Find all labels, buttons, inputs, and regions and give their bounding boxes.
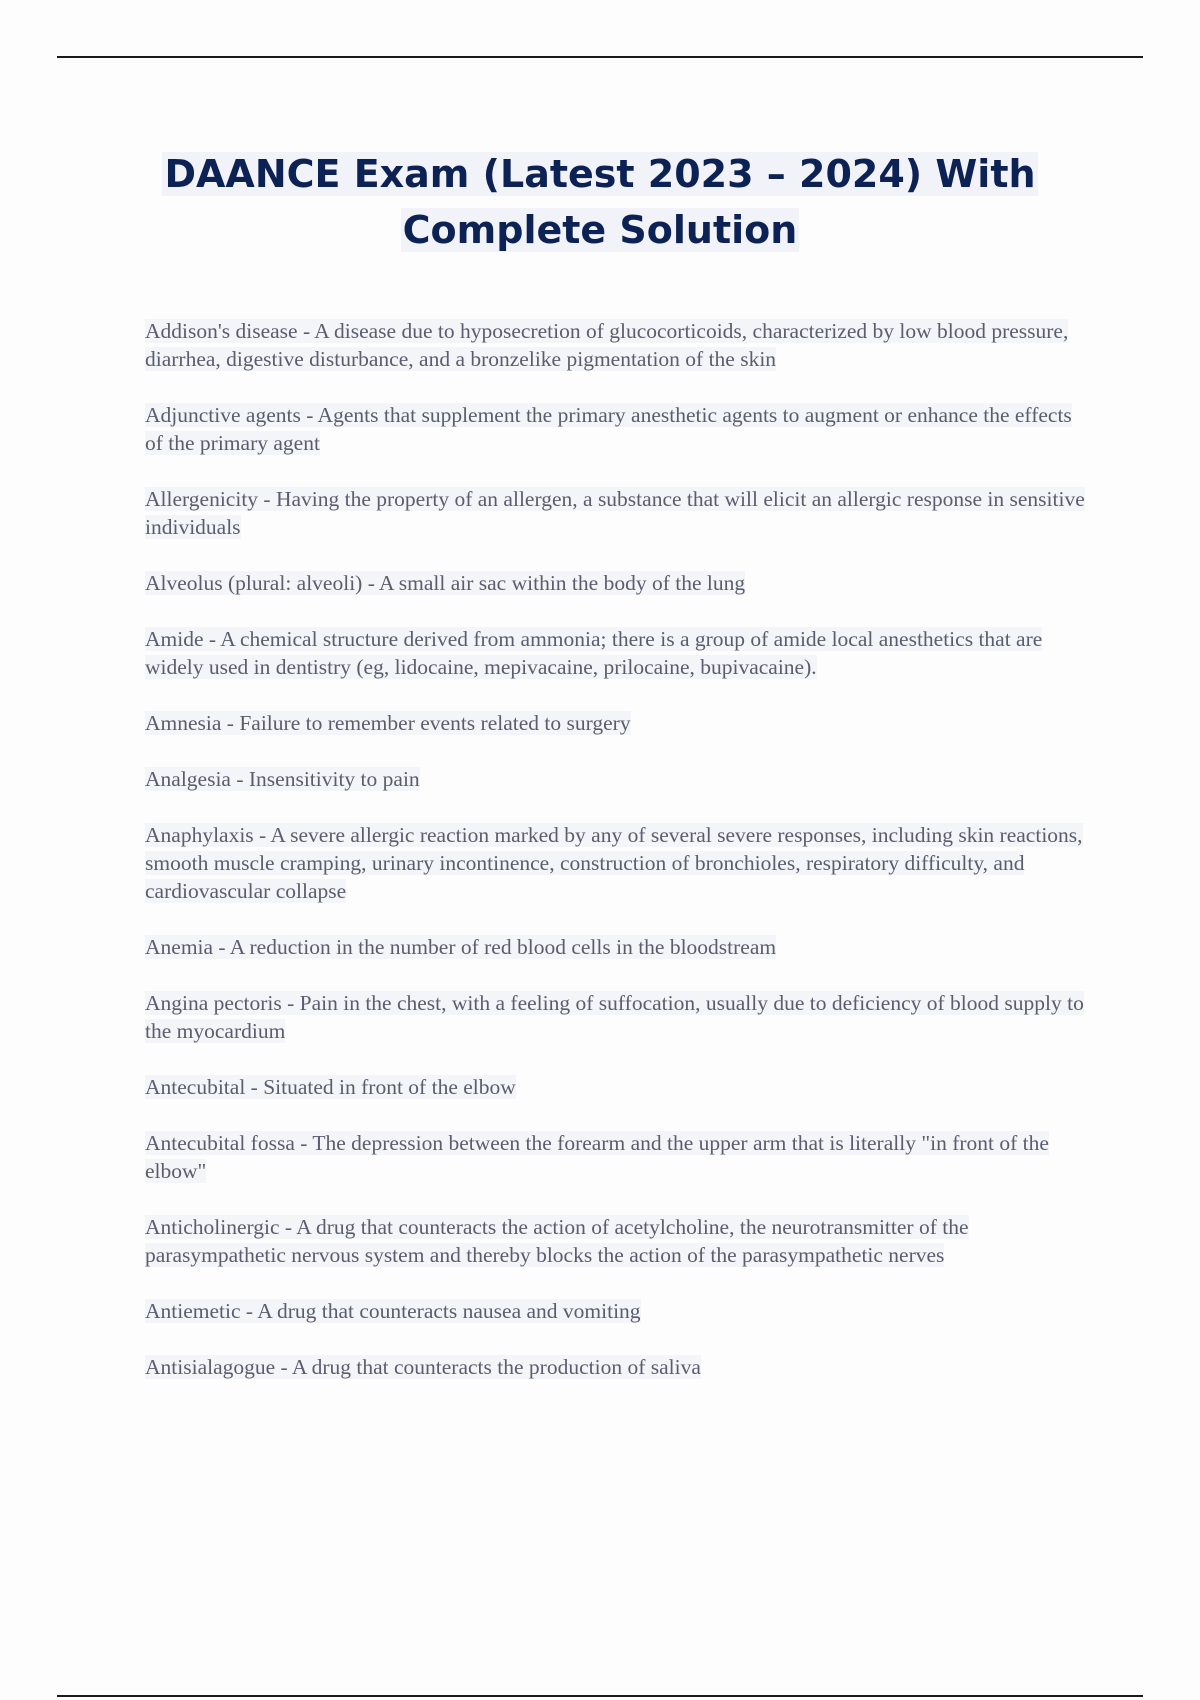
- glossary-list: [145, 317, 1090, 1409]
- glossary-entry: Adjunctive agents - Agents that supplement the primary anesthetic agents to augment or enhance the effects of the primary agent: [145, 403, 1072, 455]
- title-line-2: Complete Solution: [402, 208, 798, 252]
- header-rule: [57, 56, 1143, 58]
- glossary-entry: Anticholinergic - A drug that counteracts the action of acetylcholine, the neurotransmitter of the parasympathetic nervous system and thereby blocks the action of the parasympathetic nerves: [145, 1215, 969, 1267]
- glossary-entry: Antiemetic - A drug that counteracts nausea and vomiting: [145, 1299, 641, 1323]
- glossary-entry: Alveolus (plural: alveoli) - A small air sac within the body of the lung: [145, 571, 746, 595]
- glossary-entry: Allergenicity - Having the property of an allergen, a substance that will elicit an allergic response in sensitive individuals: [145, 487, 1085, 539]
- glossary-entry: Antecubital fossa - The depression between the forearm and the upper arm that is literally "in front of the elbow": [145, 1131, 1049, 1183]
- document-title: [100, 146, 1100, 258]
- glossary-entry: Amnesia - Failure to remember events related to surgery: [145, 711, 631, 735]
- glossary-entry: Anaphylaxis - A severe allergic reaction marked by any of several severe responses, including skin reactions, smooth muscle cramping, urinary incontinence, construction of bronchioles, respiratory difficulty, and cardiovascular collapse: [145, 823, 1083, 903]
- glossary-entry: Antecubital - Situated in front of the elbow: [145, 1075, 516, 1099]
- glossary-entry: Addison's disease - A disease due to hyposecretion of glucocorticoids, characterized by low blood pressure, diarrhea, digestive disturbance, and a bronzelike pigmentation of the skin: [145, 319, 1069, 371]
- title-line-1: DAANCE Exam (Latest 2023 – 2024) With: [164, 152, 1036, 196]
- glossary-entry: Antisialagogue - A drug that counteracts the production of saliva: [145, 1355, 701, 1379]
- glossary-entry: Analgesia - Insensitivity to pain: [145, 767, 420, 791]
- glossary-entry: Amide - A chemical structure derived from ammonia; there is a group of amide local anesthetics that are widely used in dentistry (eg, lidocaine, mepivacaine, prilocaine, bupivacaine).: [145, 627, 1043, 679]
- glossary-entry: Anemia - A reduction in the number of red blood cells in the bloodstream: [145, 935, 777, 959]
- glossary-entry: Angina pectoris - Pain in the chest, with a feeling of suffocation, usually due to deficiency of blood supply to the myocardium: [145, 991, 1084, 1043]
- footer-rule: [57, 1695, 1143, 1697]
